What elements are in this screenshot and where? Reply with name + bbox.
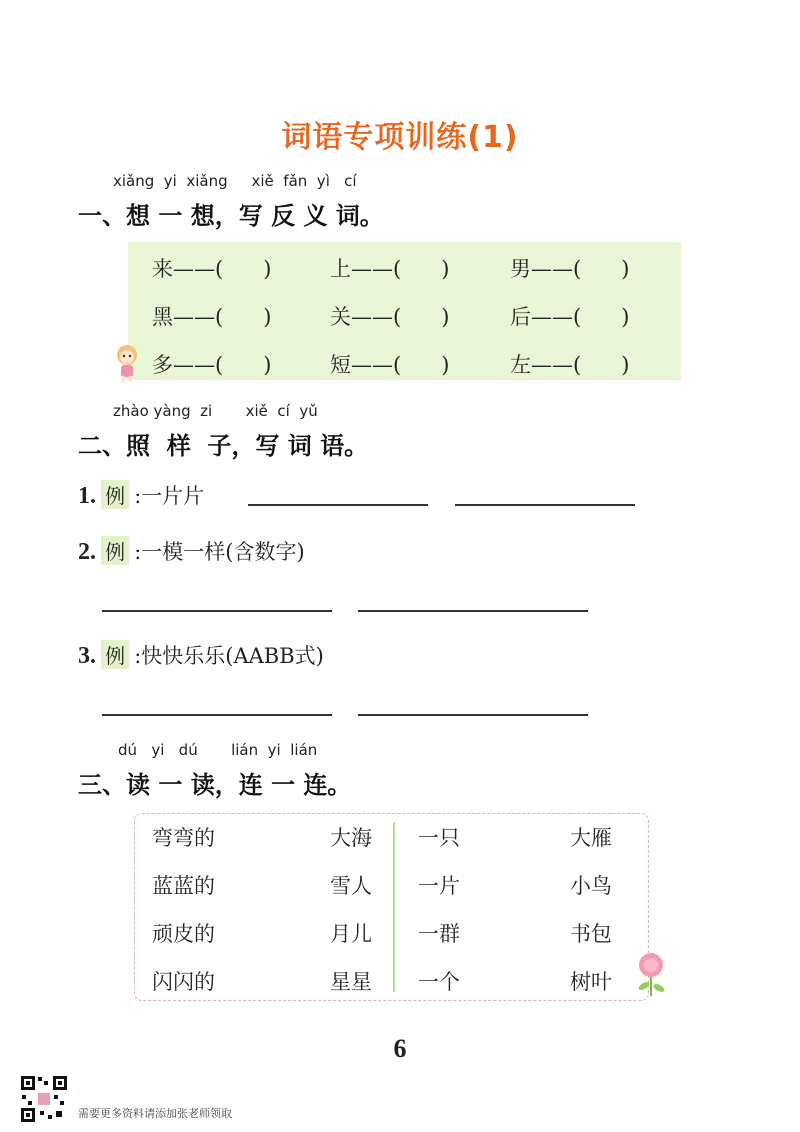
question-number: 3.	[78, 643, 96, 669]
antonym-item: 后——( )	[510, 305, 630, 329]
antonym-item: 来——( )	[152, 257, 272, 281]
question-number: 2.	[78, 539, 96, 565]
answer-line[interactable]	[358, 610, 588, 612]
antonym-item: 关——( )	[330, 305, 450, 329]
answer-line[interactable]	[248, 504, 428, 506]
match-word[interactable]: 一只	[418, 826, 460, 850]
footer-note: 需要更多资料请添加张老师领取	[78, 1107, 232, 1120]
match-word[interactable]: 一群	[418, 922, 460, 946]
section3-pinyin: dú yi dú lián yi lián	[118, 741, 318, 759]
match-word[interactable]: 大雁	[570, 826, 612, 850]
section3-heading: 三、读 一 读，连 一 连。	[78, 771, 352, 799]
question-1	[78, 480, 204, 510]
page-number: 6	[393, 1034, 407, 1063]
question-text: :一模一样(含数字)	[134, 540, 305, 564]
match-word[interactable]: 小鸟	[570, 874, 612, 898]
example-badge: 例	[101, 640, 129, 669]
matching-divider	[393, 822, 395, 992]
antonym-item: 左——( )	[510, 353, 630, 377]
example-badge: 例	[101, 480, 129, 509]
match-word[interactable]: 大海	[330, 826, 372, 850]
qr-code-icon	[20, 1075, 68, 1123]
match-word[interactable]: 蓝蓝的	[152, 874, 215, 898]
match-word[interactable]: 弯弯的	[152, 826, 215, 850]
match-word[interactable]: 星星	[330, 970, 372, 994]
match-word[interactable]: 一片	[418, 874, 460, 898]
antonym-item: 多——( )	[152, 353, 272, 377]
flower-icon	[632, 950, 670, 998]
antonym-item: 短——( )	[330, 353, 450, 377]
question-text: :一片片	[134, 484, 205, 508]
example-badge: 例	[101, 536, 129, 565]
girl-illustration-icon	[112, 343, 142, 383]
antonym-item: 上——( )	[330, 257, 450, 281]
question-2	[78, 536, 305, 566]
antonym-item: 男——( )	[510, 257, 630, 281]
answer-line[interactable]	[102, 714, 332, 716]
match-word[interactable]: 月儿	[330, 922, 372, 946]
match-word[interactable]: 树叶	[570, 970, 612, 994]
section1-pinyin: xiǎng yi xiǎng xiě fǎn yì cí	[113, 172, 357, 190]
answer-line[interactable]	[102, 610, 332, 612]
question-3	[78, 640, 324, 670]
answer-line[interactable]	[358, 714, 588, 716]
section1-heading: 一、想 一 想，写 反 义 词。	[78, 202, 384, 230]
match-word[interactable]: 雪人	[330, 874, 372, 898]
page-title: 词语专项训练(1)	[281, 120, 519, 155]
question-text: :快快乐乐(AABB式)	[134, 644, 324, 668]
section2-heading: 二、照 样 子，写 词 语。	[78, 432, 369, 460]
answer-line[interactable]	[455, 504, 635, 506]
match-word[interactable]: 一个	[418, 970, 460, 994]
match-word[interactable]: 顽皮的	[152, 922, 215, 946]
match-word[interactable]: 书包	[570, 922, 612, 946]
section2-pinyin: zhào yàng zi xiě cí yǔ	[113, 402, 318, 420]
antonym-item: 黑——( )	[152, 305, 272, 329]
match-word[interactable]: 闪闪的	[152, 970, 215, 994]
question-number: 1.	[78, 483, 96, 509]
